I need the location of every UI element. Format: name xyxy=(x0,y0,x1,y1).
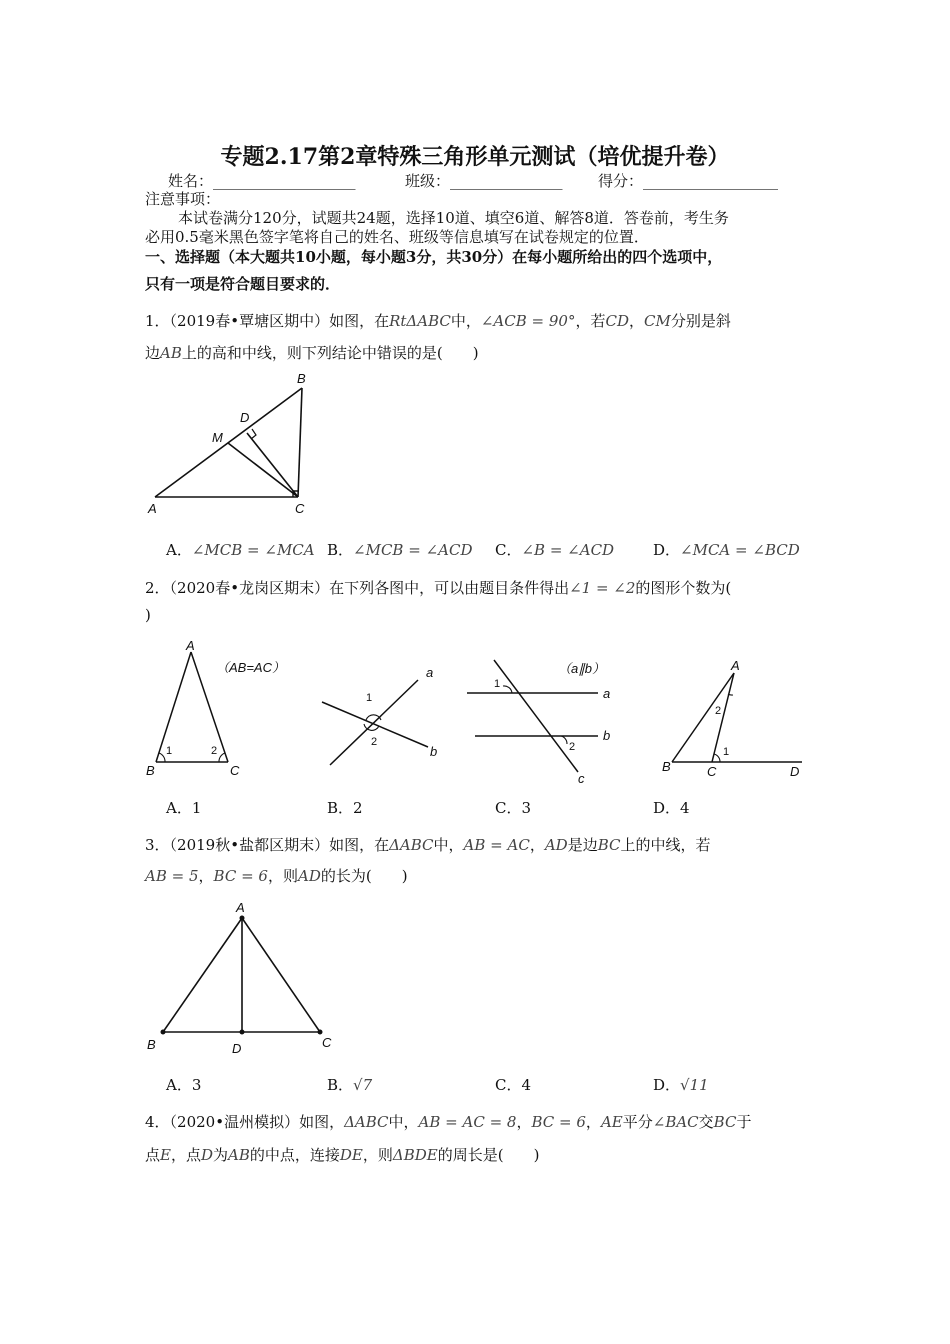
q3-option-a[interactable]: A．3 xyxy=(166,1076,202,1094)
svg-text:B: B xyxy=(662,759,671,774)
svg-text:1: 1 xyxy=(494,678,501,690)
svg-text:C: C xyxy=(230,763,240,778)
svg-text:C: C xyxy=(322,1035,332,1050)
q2-option-c[interactable]: C．3 xyxy=(495,799,532,817)
q1-option-c[interactable]: C．∠B = ∠ACD xyxy=(495,541,615,559)
q2-option-d[interactable]: D．4 xyxy=(653,799,690,817)
page-title: 专题2.17第2章特殊三角形单元测试（培优提升卷） xyxy=(220,144,730,170)
notice-heading: 注意事项： xyxy=(145,190,221,208)
score-blank: __________________ xyxy=(643,172,779,190)
svg-text:b: b xyxy=(430,744,438,759)
svg-text:D: D xyxy=(790,764,800,779)
name-blank: ___________________ xyxy=(213,172,356,190)
svg-text:（a∥b）: （a∥b） xyxy=(558,661,605,676)
question-2-line-2: ) xyxy=(145,606,151,624)
svg-text:2: 2 xyxy=(715,705,722,717)
question-4-line-2: 点E，点D为AB的中点，连接DE，则ΔBDE的周长是( ) xyxy=(145,1146,540,1164)
svg-text:B: B xyxy=(147,1037,156,1052)
svg-text:c: c xyxy=(578,771,585,786)
svg-text:D: D xyxy=(232,1041,242,1056)
svg-text:1: 1 xyxy=(366,692,373,704)
svg-text:A: A xyxy=(186,638,195,653)
q1-option-a[interactable]: A．∠MCB = ∠MCA xyxy=(166,541,315,559)
svg-text:C: C xyxy=(707,764,717,779)
name-label: 姓名： xyxy=(168,172,214,190)
q2-option-a[interactable]: A．1 xyxy=(166,799,202,817)
class-blank: _______________ xyxy=(450,172,563,190)
section-heading-line-1: 一、选择题（本大题共10小题，每小题3分，共30分）在每小题所给出的四个选项中， xyxy=(145,248,723,266)
q1-label-M: M xyxy=(212,430,223,445)
q1-option-d[interactable]: D．∠MCA = ∠BCD xyxy=(653,541,800,559)
q3-option-b[interactable]: B．√7 xyxy=(327,1076,373,1094)
question-3-line-2: AB = 5，BC = 6，则AD的长为( ) xyxy=(145,867,408,885)
svg-text:（AB=AC）: （AB=AC） xyxy=(216,660,285,675)
q1-label-C: C xyxy=(295,501,305,516)
svg-text:a: a xyxy=(426,665,434,680)
question-1-line-2: 边AB上的高和中线，则下列结论中错误的是( ) xyxy=(145,344,479,362)
svg-text:A: A xyxy=(236,900,245,915)
svg-text:2: 2 xyxy=(371,736,378,748)
question-1-line-1: 1．（2019春•覃塘区期中）如图，在RtΔABC中，∠ACB = 90°，若CD，CM分别是斜 xyxy=(145,312,731,330)
q1-option-b[interactable]: B．∠MCB = ∠ACD xyxy=(327,541,473,559)
svg-text:A: A xyxy=(731,658,740,673)
svg-text:B: B xyxy=(146,763,155,778)
svg-text:2: 2 xyxy=(569,741,576,753)
svg-text:1: 1 xyxy=(166,745,173,757)
question-3-line-1: 3．（2019秋•盐都区期末）如图，在ΔABC中，AB = AC，AD是边BC上的中线，若 xyxy=(145,836,711,854)
q3-option-c[interactable]: C．4 xyxy=(495,1076,532,1094)
question-4-line-1: 4．（2020•温州模拟）如图，ΔABC中，AB = AC = 8，BC = 6，AE平分∠BAC交BC于 xyxy=(145,1113,752,1131)
svg-text:a: a xyxy=(603,686,611,701)
svg-text:b: b xyxy=(603,728,611,743)
section-heading-line-2: 只有一项是符合题目要求的． xyxy=(145,275,341,293)
class-label: 班级： xyxy=(405,172,451,190)
q3-option-d[interactable]: D．√11 xyxy=(653,1076,709,1094)
q1-label-B: B xyxy=(297,371,306,386)
svg-text:2: 2 xyxy=(211,745,218,757)
question-2-line-1: 2．（2020春•龙岗区期末）在下列各图中，可以由题目条件得出∠1 = ∠2的图形个数为( xyxy=(145,579,732,597)
svg-text:1: 1 xyxy=(723,746,730,758)
q2-option-b[interactable]: B．2 xyxy=(327,799,363,817)
q1-label-D: D xyxy=(240,410,250,425)
score-label: 得分： xyxy=(598,172,644,190)
notice-line-1: 本试卷满分120分，试题共24题，选择10道、填空6道、解答8道．答卷前，考生务 xyxy=(178,209,729,227)
notice-line-2: 必用0.5毫米黑色签字笔将自己的姓名、班级等信息填写在试卷规定的位置． xyxy=(145,228,649,246)
q1-label-A: A xyxy=(148,501,157,516)
